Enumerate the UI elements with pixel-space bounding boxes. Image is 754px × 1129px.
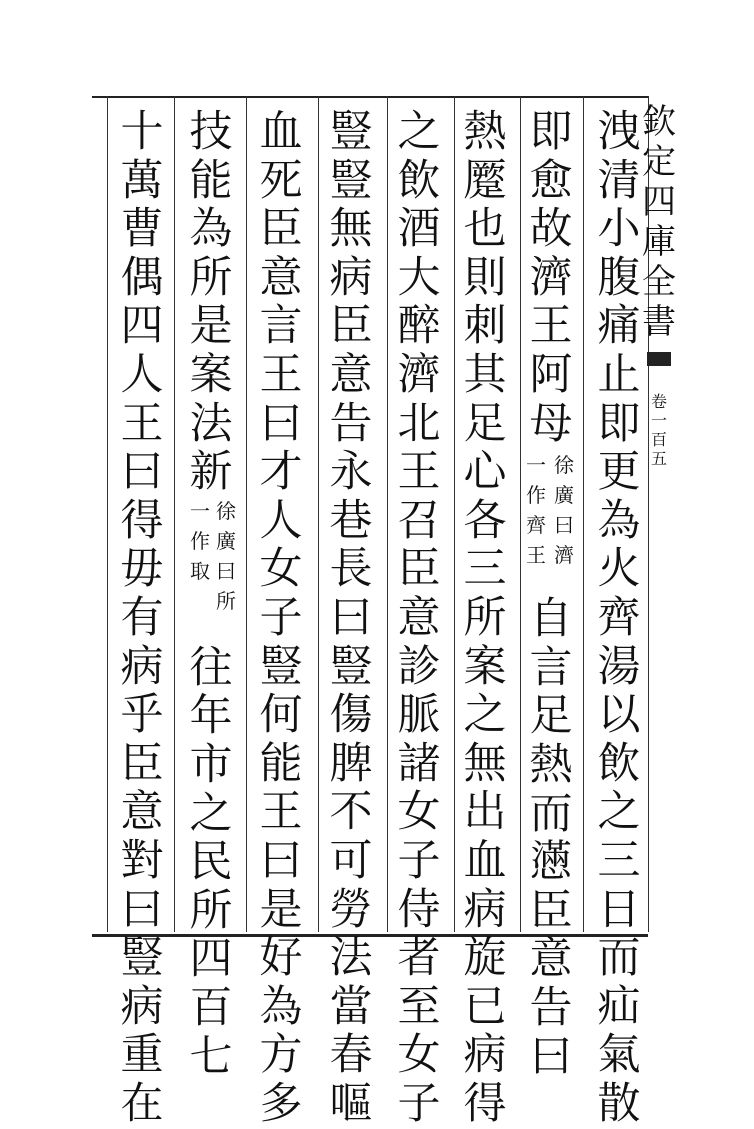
text-segment xyxy=(182,644,240,1081)
text-char: 臣 xyxy=(329,301,373,352)
text-char: 而 xyxy=(597,933,641,984)
text-char: 阿 xyxy=(529,349,573,400)
column-rule xyxy=(107,96,108,932)
text-char: 散 xyxy=(597,1078,641,1129)
text-char: 濟 xyxy=(397,349,441,400)
text-char: 酒 xyxy=(397,204,441,255)
text-char: 可 xyxy=(329,835,373,886)
margin-char: 一 xyxy=(650,411,667,430)
text-char: 侍 xyxy=(397,884,441,935)
text-char: 曰 xyxy=(259,835,303,886)
text-char: 百 xyxy=(189,982,233,1033)
text-char: 至 xyxy=(397,981,441,1032)
annotation-char: 徐 xyxy=(216,499,236,523)
text-char: 毋 xyxy=(120,544,164,595)
text-char: 意 xyxy=(397,592,441,643)
text-char: 案 xyxy=(463,641,507,692)
text-char: 諸 xyxy=(397,738,441,789)
text-char: 豎 xyxy=(259,641,303,692)
column-rule xyxy=(454,96,455,932)
text-char: 嘔 xyxy=(329,1078,373,1129)
column-rule xyxy=(246,96,247,932)
text-char: 年 xyxy=(189,691,233,742)
margin-char: 卷 xyxy=(650,392,667,411)
text-char: 乎 xyxy=(120,690,164,741)
text-char: 勞 xyxy=(329,884,373,935)
text-char: 所 xyxy=(189,885,233,936)
text-char: 意 xyxy=(329,349,373,400)
text-char: 之 xyxy=(597,787,641,838)
margin-char: 定 xyxy=(642,142,676,182)
text-char: 所 xyxy=(463,592,507,643)
text-column-1 xyxy=(590,108,648,1128)
text-char: 無 xyxy=(329,204,373,255)
annotation-char: 濟 xyxy=(554,543,574,567)
text-char: 懣 xyxy=(529,837,573,888)
text-char: 四 xyxy=(189,934,233,985)
text-segment xyxy=(182,108,240,497)
annotation-char: 作 xyxy=(526,483,546,507)
text-char: 齊 xyxy=(597,592,641,643)
text-char: 濟 xyxy=(529,252,573,303)
text-char: 也 xyxy=(463,204,507,255)
text-char: 腹 xyxy=(597,252,641,303)
text-char: 病 xyxy=(120,641,164,692)
annotation-right xyxy=(214,496,238,616)
text-char: 其 xyxy=(463,349,507,400)
text-char: 痛 xyxy=(597,301,641,352)
text-char: 之 xyxy=(397,107,441,157)
text-char: 故 xyxy=(529,204,573,255)
text-char: 疝 xyxy=(597,981,641,1032)
text-char: 言 xyxy=(529,642,573,693)
text-column-6 xyxy=(252,108,310,1128)
margin-char: 全 xyxy=(642,262,676,302)
text-char: 血 xyxy=(463,835,507,886)
text-char: 法 xyxy=(189,398,233,449)
text-char: 出 xyxy=(463,787,507,838)
text-char: 死 xyxy=(259,155,303,206)
text-char: 得 xyxy=(463,1078,507,1129)
text-char: 足 xyxy=(463,398,507,449)
margin-char: 五 xyxy=(650,449,667,468)
text-char: 曰 xyxy=(529,1031,573,1082)
text-char: 小 xyxy=(597,204,641,255)
annotation-left xyxy=(524,450,548,570)
text-char: 新 xyxy=(189,447,233,498)
text-char: 為 xyxy=(189,204,233,255)
margin-char: 四 xyxy=(642,182,676,222)
margin-char: 百 xyxy=(650,430,667,449)
fish-tail-mark xyxy=(647,352,671,366)
juan-number xyxy=(647,392,671,468)
text-char: 病 xyxy=(329,252,373,303)
text-char: 何 xyxy=(259,690,303,741)
margin-char: 欽 xyxy=(642,102,676,142)
text-char: 病 xyxy=(463,884,507,935)
text-char: 女 xyxy=(397,1030,441,1081)
text-char: 即 xyxy=(529,107,573,157)
text-char: 臣 xyxy=(529,885,573,936)
text-char: 永 xyxy=(329,447,373,498)
text-char: 而 xyxy=(529,788,573,839)
text-char: 愈 xyxy=(529,155,573,206)
text-char: 足 xyxy=(529,691,573,742)
text-char: 飲 xyxy=(397,155,441,206)
text-char: 則 xyxy=(463,252,507,303)
column-rule xyxy=(520,96,521,932)
text-char: 心 xyxy=(463,447,507,498)
text-char: 王 xyxy=(259,349,303,400)
text-char: 更 xyxy=(597,447,641,498)
text-char: 病 xyxy=(463,1030,507,1081)
text-char: 民 xyxy=(189,837,233,888)
text-char: 以 xyxy=(597,690,641,741)
annotation-char: 齊 xyxy=(526,513,546,537)
text-char: 已 xyxy=(463,981,507,1032)
text-char: 人 xyxy=(120,349,164,400)
text-char: 人 xyxy=(259,495,303,546)
text-char: 母 xyxy=(529,398,573,449)
text-char: 女 xyxy=(259,544,303,595)
text-char: 熱 xyxy=(463,107,507,157)
text-column-2 xyxy=(522,108,580,1081)
text-char: 偶 xyxy=(120,252,164,303)
text-char: 自 xyxy=(529,594,573,645)
text-char: 曹 xyxy=(120,204,164,255)
text-char: 火 xyxy=(597,544,641,595)
text-char: 日 xyxy=(597,884,641,935)
annotation-char: 廣 xyxy=(216,529,236,553)
text-char: 王 xyxy=(529,301,573,352)
annotation-char: 作 xyxy=(190,529,210,553)
text-char: 刺 xyxy=(463,301,507,352)
text-char: 診 xyxy=(397,641,441,692)
text-char: 是 xyxy=(189,301,233,352)
annotation-char: 曰 xyxy=(216,559,236,583)
text-char: 告 xyxy=(529,982,573,1033)
text-char: 多 xyxy=(259,1078,303,1129)
text-char: 召 xyxy=(397,495,441,546)
text-char: 告 xyxy=(329,398,373,449)
text-char: 在 xyxy=(120,1078,164,1129)
text-char: 脾 xyxy=(329,738,373,789)
annotation-right xyxy=(552,450,576,570)
annotation-char: 一 xyxy=(190,499,210,523)
annotation-char: 取 xyxy=(190,559,210,583)
text-char: 言 xyxy=(259,301,303,352)
text-char: 才 xyxy=(259,447,303,498)
text-char: 大 xyxy=(397,252,441,303)
text-char: 意 xyxy=(120,787,164,838)
text-char: 之 xyxy=(463,690,507,741)
text-char: 曰 xyxy=(259,398,303,449)
text-char: 女 xyxy=(397,787,441,838)
text-char: 三 xyxy=(463,544,507,595)
text-char: 無 xyxy=(463,738,507,789)
text-char: 飲 xyxy=(597,738,641,789)
column-rule xyxy=(174,96,175,932)
text-char: 巷 xyxy=(329,495,373,546)
text-char: 子 xyxy=(397,835,441,886)
text-char: 止 xyxy=(597,349,641,400)
text-char: 市 xyxy=(189,739,233,790)
text-column-5 xyxy=(322,108,380,1128)
margin-char: 書 xyxy=(642,302,676,342)
text-char: 氣 xyxy=(597,1030,641,1081)
text-segment xyxy=(522,595,580,1081)
annotation-char: 曰 xyxy=(554,513,574,537)
annotation-char: 廣 xyxy=(554,483,574,507)
text-char: 意 xyxy=(529,934,573,985)
text-char: 有 xyxy=(120,592,164,643)
text-column-4 xyxy=(390,108,448,1128)
text-char: 脈 xyxy=(397,690,441,741)
text-char: 臣 xyxy=(259,204,303,255)
text-char: 萬 xyxy=(120,155,164,206)
text-char: 蹷 xyxy=(463,155,507,206)
text-char: 王 xyxy=(259,787,303,838)
column-rule xyxy=(583,96,584,932)
text-char: 湯 xyxy=(597,641,641,692)
text-char: 往 xyxy=(189,642,233,693)
text-char: 豎 xyxy=(329,641,373,692)
text-char: 熱 xyxy=(529,739,573,790)
text-char: 技 xyxy=(189,107,233,157)
text-char: 醉 xyxy=(397,301,441,352)
text-char: 方 xyxy=(259,1030,303,1081)
text-char: 是 xyxy=(259,884,303,935)
column-rule xyxy=(318,96,319,932)
annotation-char: 所 xyxy=(216,589,236,613)
text-char: 王 xyxy=(397,447,441,498)
annotation-char: 一 xyxy=(526,453,546,477)
text-char: 豎 xyxy=(120,933,164,984)
text-char: 意 xyxy=(259,252,303,303)
text-char: 者 xyxy=(397,933,441,984)
column-rule xyxy=(387,96,388,932)
text-char: 春 xyxy=(329,1030,373,1081)
annotation-char: 王 xyxy=(526,543,546,567)
annotation-char: 徐 xyxy=(554,453,574,477)
text-char: 為 xyxy=(259,981,303,1032)
text-char: 血 xyxy=(259,107,303,157)
text-char: 能 xyxy=(259,738,303,789)
text-char: 臣 xyxy=(120,738,164,789)
text-char: 當 xyxy=(329,981,373,1032)
text-char: 豎 xyxy=(329,155,373,206)
text-char: 病 xyxy=(120,981,164,1032)
text-char: 各 xyxy=(463,495,507,546)
margin-char: 庫 xyxy=(642,222,676,262)
text-column-8 xyxy=(113,108,171,1128)
text-char: 清 xyxy=(597,155,641,206)
text-char: 能 xyxy=(189,155,233,206)
text-char: 臣 xyxy=(397,544,441,595)
text-char: 案 xyxy=(189,349,233,400)
text-char: 曰 xyxy=(120,884,164,935)
text-char: 北 xyxy=(397,398,441,449)
text-char: 為 xyxy=(597,495,641,546)
text-char: 重 xyxy=(120,1030,164,1081)
text-char: 子 xyxy=(259,592,303,643)
text-char: 不 xyxy=(329,787,373,838)
text-char: 豎 xyxy=(329,107,373,157)
text-char: 曰 xyxy=(329,592,373,643)
text-char: 三 xyxy=(597,835,641,886)
text-char: 所 xyxy=(189,252,233,303)
text-char: 洩 xyxy=(597,107,641,157)
text-char: 子 xyxy=(397,1078,441,1129)
text-char: 七 xyxy=(189,1031,233,1082)
text-segment xyxy=(522,108,580,448)
text-char: 四 xyxy=(120,301,164,352)
text-char: 旋 xyxy=(463,933,507,984)
text-char: 王 xyxy=(120,398,164,449)
text-char: 得 xyxy=(120,495,164,546)
text-char: 即 xyxy=(597,398,641,449)
text-char: 法 xyxy=(329,933,373,984)
text-char: 好 xyxy=(259,933,303,984)
text-char: 十 xyxy=(120,107,164,157)
text-char: 曰 xyxy=(120,447,164,498)
text-char: 長 xyxy=(329,544,373,595)
text-char: 傷 xyxy=(329,690,373,741)
text-char: 之 xyxy=(189,788,233,839)
text-column-3 xyxy=(456,108,514,1128)
annotation-left xyxy=(188,496,212,586)
text-char: 對 xyxy=(120,835,164,886)
